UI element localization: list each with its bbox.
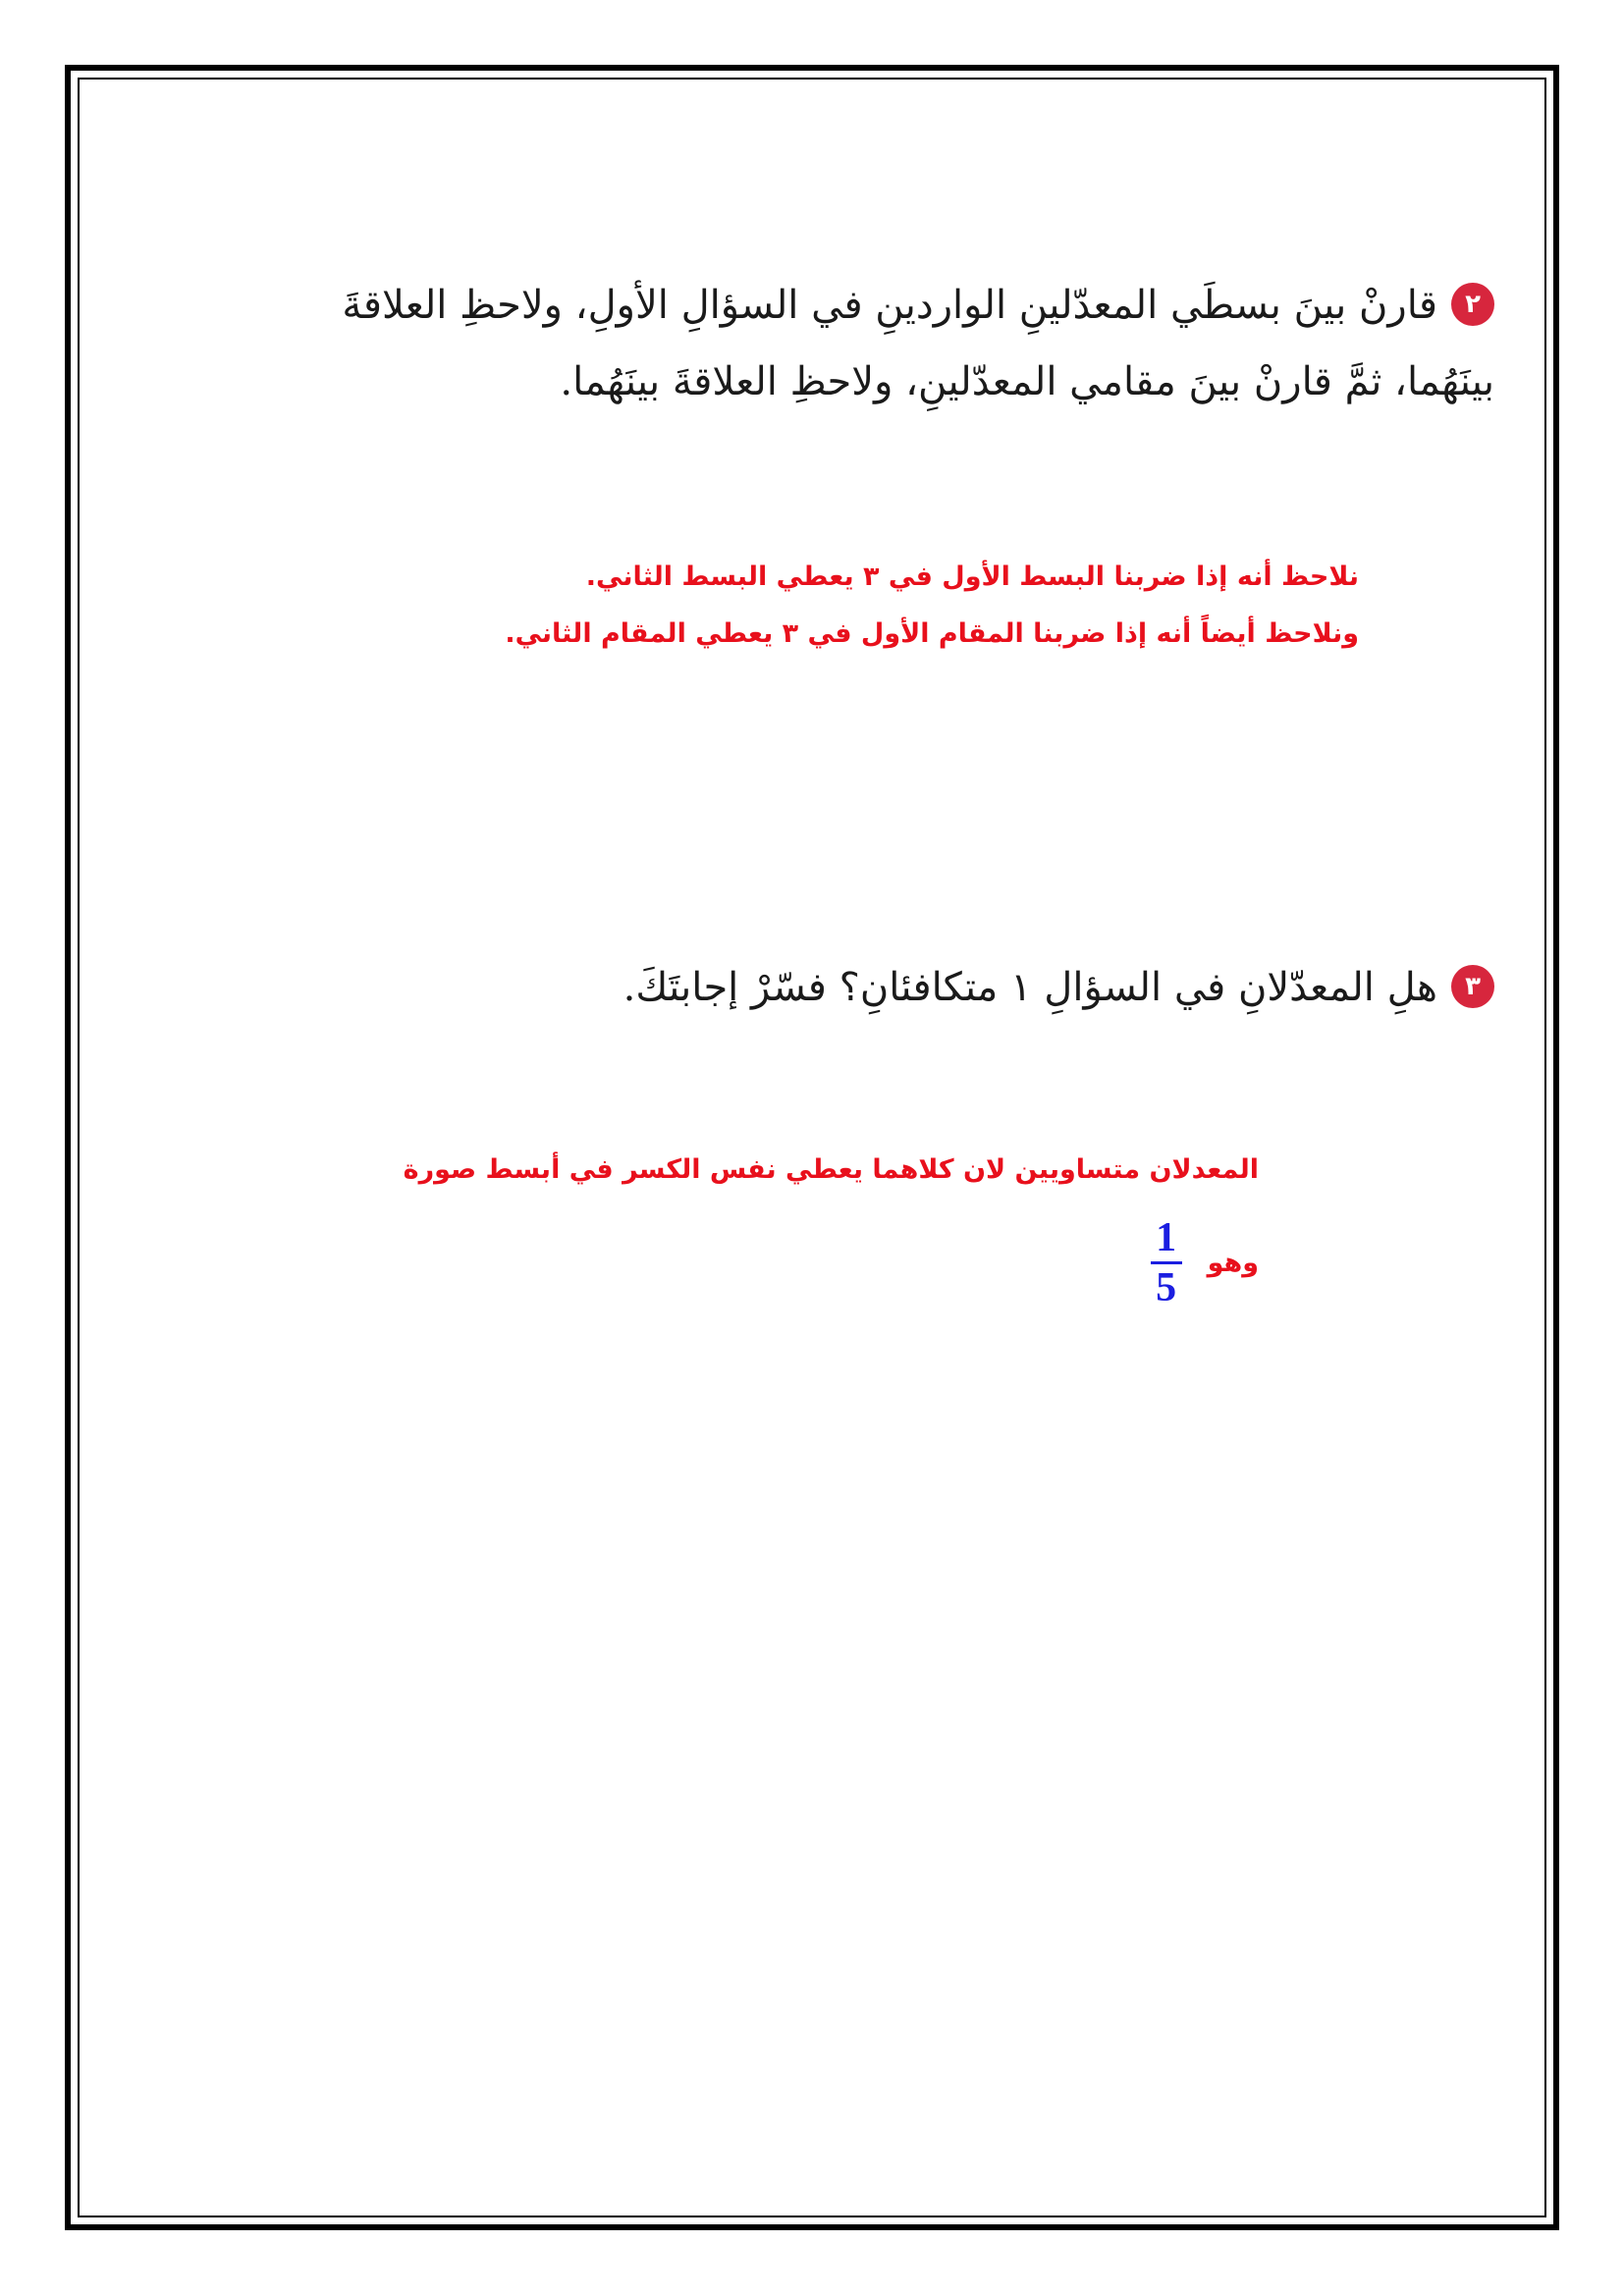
question-2-text-2: بينَهُما، ثمَّ قارنْ بينَ مقامي المعدّلينِ، ولاحظِ العلاقةَ بينَهُما. [560, 359, 1494, 404]
question-number-badge: ٢ [1451, 283, 1494, 326]
question-2 [120, 267, 1494, 420]
question-2-line-1 [120, 267, 1494, 344]
question-2-text-1: قارنْ بينَ بسطَي المعدّلينِ الواردينِ في السؤالِ الأولِ، ولاحظِ العلاقةَ [342, 283, 1437, 328]
answer-2 [505, 558, 1359, 654]
fraction-numerator: 1 [1156, 1215, 1177, 1260]
fraction-denominator: 5 [1156, 1265, 1177, 1310]
fraction-label: وهو [1207, 1248, 1259, 1278]
question-3-text-1: هلِ المعدّلانِ في السؤالِ ١ متكافئانِ؟ فسّرْ إجابتَكَ. [623, 965, 1437, 1010]
question-3-line-1 [120, 949, 1494, 1026]
answer-2-line-2: ونلاحظ أيضاً أنه إذا ضربنا المقام الأول في ٣ يعطي المقام الثاني. [505, 618, 1359, 649]
simplified-fraction [1151, 1215, 1182, 1310]
fraction-bar [1151, 1261, 1182, 1264]
question-3 [120, 949, 1494, 1026]
answer-3-fraction-row [1151, 1215, 1259, 1310]
question-number-badge: ٣ [1451, 965, 1494, 1008]
answer-3-line: المعدلان متساويين لان كلاهما يعطي نفس الكسر في أبسط صورة [403, 1154, 1259, 1185]
question-2-line-2 [120, 344, 1494, 420]
answer-2-line-1: نلاحظ أنه إذا ضربنا البسط الأول في ٣ يعطي البسط الثاني. [585, 561, 1359, 592]
